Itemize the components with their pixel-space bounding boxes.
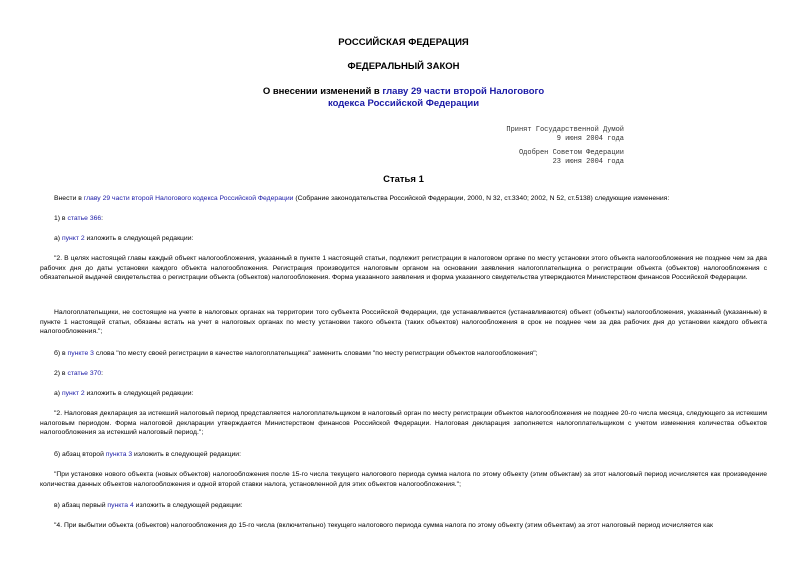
paragraph-disposal: "4. При выбытии объекта (объектов) налогообложения до 15-го числа (включительно) текущего налогового периода сумма налога по этому объекту (этим объектам) за этот налоговый период исчисляется как bbox=[54, 522, 713, 529]
item-2: 2) в статье 370: bbox=[54, 370, 104, 377]
paragraph-intro: Внести в главу 29 части второй Налогового кодекса Российской Федерации (Собрание законодательства Российской Федерации, 2000, N 32, ст.3340; 2002, N 52, ст.5138) следующие изменения: bbox=[54, 195, 670, 202]
point-2-link[interactable]: пункт 2 bbox=[61, 235, 85, 242]
code-chapter-link[interactable]: главу 29 части второй Налогового кодекса Российской Федерации bbox=[83, 195, 294, 202]
paragraph-registration: "2. В целях настоящей главы каждый объект налогообложения, указанный в пункте 1 настоящей статьи, подлежит регистрации в налоговом органе по месту установки этого объекта налогообложения не позднее чем за два рабочих дня до даты установки каждого объекта налогообложения. Регистрация производится налоговым органом на основании заявления налогоплательщика о регистрации объекта (объектов) налогообложения с обязательной выдачей свидетельства о регистрации объекта (объектов) налогообложения. Форма указанного заявления и форма указанного свидетельства утверждаются Министерством финансов Российской Федерации. bbox=[40, 255, 767, 281]
item-1b: б) в пункте 3 слова "по месту своей регистрации в качестве налогоплательщика" заменить словами "по месту регистрации объектов налогообложения"; bbox=[54, 350, 538, 357]
point-3-link-2[interactable]: пункта 3 bbox=[105, 451, 133, 458]
item-2b: б) абзац второй пункта 3 изложить в следующей редакции: bbox=[54, 451, 241, 458]
point-2-link-2[interactable]: пункт 2 bbox=[61, 390, 85, 397]
council-approved: Одобрен Советом Федерации bbox=[518, 149, 624, 157]
title-link[interactable]: главу 29 части второй Налогового bbox=[382, 86, 545, 97]
duma-adopted: Принят Государственной Думой bbox=[506, 126, 624, 134]
paragraph-taxpayers: Налогоплательщики, не состоящие на учете в налоговых органах на территории того субъекта Российской Федерации, где устанавливается (устанавливаются) объект (объекты) налогообложения, указанный (указанные) в пункте 1 настоящей статьи, обязаны встать на учет в налоговых органах по месту установки такого объекта (таких объектов) налогообложения в срок не позднее чем за два рабочих дня до установки каждого объекта налогообложения."; bbox=[40, 309, 767, 335]
article-heading: Статья 1 bbox=[383, 174, 424, 185]
item-1a: а) пункт 2 изложить в следующей редакции: bbox=[54, 235, 194, 242]
article-366-link[interactable]: статье 366 bbox=[67, 215, 102, 222]
item-1: 1) в статье 366: bbox=[54, 215, 104, 222]
paragraph-declaration: "2. Налоговая декларация за истекший налоговый период представляется налогоплательщиком в налоговый орган по месту регистрации объектов налогообложения не позднее 20-го числа месяца, следующего за истекшим налоговым периодом. Форма налоговой декларации утверждается Министерством финансов Российской Федерации. Налоговая декларация заполняется налогоплательщиком с учетом изменения количества объектов налогообложения за истекший налоговый период."; bbox=[40, 410, 767, 436]
header-law-type: ФЕДЕРАЛЬНЫЙ ЗАКОН bbox=[347, 61, 460, 72]
item-2c: в) абзац первый пункта 4 изложить в следующей редакции: bbox=[54, 502, 243, 509]
adoption-info bbox=[440, 126, 624, 143]
title-prefix: О внесении изменений в bbox=[262, 86, 380, 97]
point-3-link[interactable]: пункте 3 bbox=[67, 350, 94, 357]
paragraph-new-object: "При установке нового объекта (новых объектов) налогообложения после 15-го числа текущего налогового периода сумма налога по этому объекту (этим объектам) за этот налоговый период исчисляется как произведение количества данных объектов налогообложения и одной второй ставки налога, установленной для этих объектов налогообложения."; bbox=[40, 471, 767, 488]
duma-date: 9 июня 2004 года bbox=[556, 134, 624, 143]
header-country: РОССИЙСКАЯ ФЕДЕРАЦИЯ bbox=[338, 37, 469, 48]
item-2a: а) пункт 2 изложить в следующей редакции: bbox=[54, 390, 194, 397]
law-title bbox=[0, 86, 807, 110]
title-link-line2[interactable]: кодекса Российской Федерации bbox=[327, 98, 480, 109]
council-date: 23 июня 2004 года bbox=[552, 157, 624, 166]
point-4-link[interactable]: пункта 4 bbox=[107, 502, 134, 509]
approval-info bbox=[440, 149, 624, 166]
article-370-link[interactable]: статье 370 bbox=[67, 370, 102, 377]
